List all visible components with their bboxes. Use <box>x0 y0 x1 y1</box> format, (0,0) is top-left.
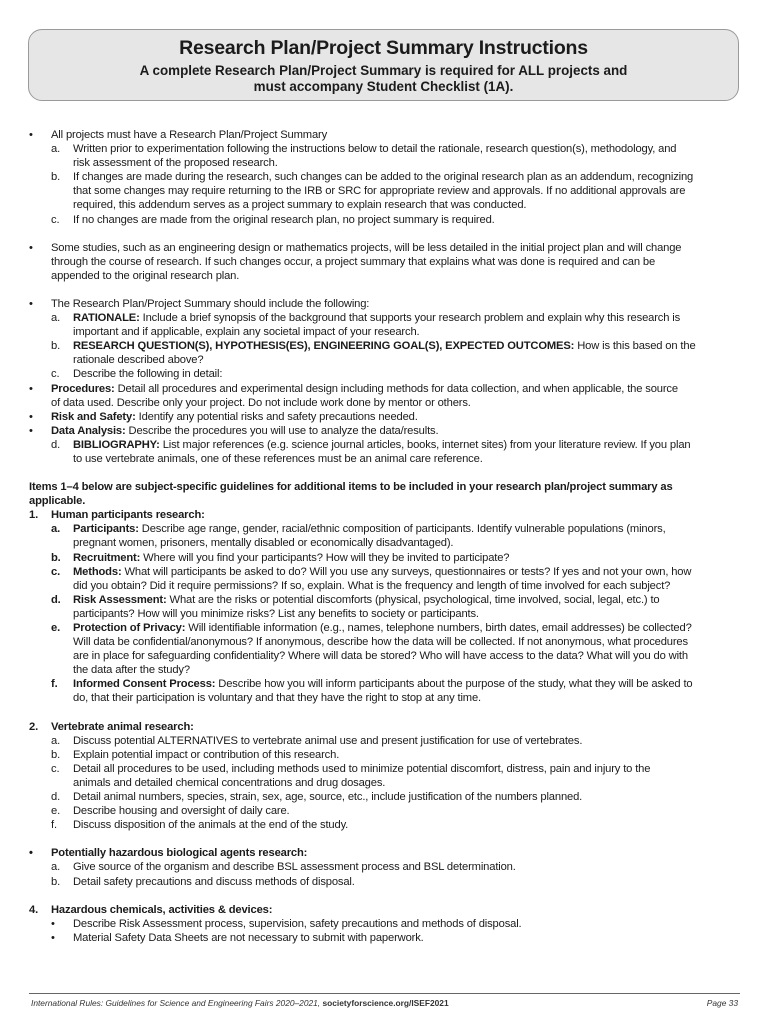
numbered-heading <box>29 846 741 860</box>
sub-item-text: rationale described above? <box>73 354 204 367</box>
sub-item <box>29 804 741 818</box>
sub-item <box>29 875 741 889</box>
sub-item-continuation <box>29 325 741 339</box>
sub-marker: d. <box>51 438 61 451</box>
sub-item-continuation <box>29 536 741 550</box>
sub-item <box>29 748 741 762</box>
sub-item-text: What are the risks or potential discomforts (physical, psychological, time involved, social, legal, etc.) to <box>166 593 660 606</box>
sub-marker: c. <box>51 565 61 578</box>
sub-marker: b. <box>51 340 61 353</box>
sub-marker: b. <box>51 171 61 184</box>
sub-item <box>29 311 741 325</box>
bullet-marker: • <box>29 410 33 423</box>
sub-item-text: Describe the following in detail: <box>73 368 223 381</box>
sub-item-continuation <box>29 635 741 649</box>
list-item-continuation <box>29 396 741 410</box>
sub-item-text: Detail safety precautions and discuss methods of disposal. <box>73 875 355 888</box>
sub-item <box>29 818 741 832</box>
instructions-body <box>29 128 741 945</box>
list-item-label: Procedures: <box>51 382 115 395</box>
sub-item <box>29 367 741 381</box>
sub-marker: e. <box>51 805 61 818</box>
sub-item-text: Where will you find your participants? How will they be invited to participate? <box>140 551 510 564</box>
numbered-heading <box>29 903 741 917</box>
list-item-text: Describe the procedures you will use to analyze the data/results. <box>125 424 439 437</box>
sub-item-continuation <box>29 691 741 705</box>
list-item-label: Data Analysis: <box>51 424 126 437</box>
bullet-marker: • <box>51 917 55 930</box>
sub-item-label: RATIONALE: <box>73 312 140 325</box>
sub-item-text: that some changes may require returning to the IRB or SRC for appropriate review and approvals. If no additional approvals are <box>73 185 686 198</box>
sub-marker: c. <box>51 762 60 775</box>
sub-item <box>29 438 741 452</box>
numbered-heading <box>29 720 741 734</box>
sub-item <box>29 339 741 353</box>
item-number: 1. <box>29 509 39 522</box>
sub-item <box>29 213 741 227</box>
sub-item-text: to use vertebrate animals, one of these references must be an animal care reference. <box>73 452 483 465</box>
section-heading: Human participants research: <box>51 509 205 522</box>
sub-item-text: Include a brief synopsis of the background that supports your research problem and explain why this research is <box>139 312 681 325</box>
sub-item-text: do, that their participation is voluntary and that they have the right to stop at any time. <box>73 692 481 705</box>
sub-item-continuation <box>29 649 741 663</box>
sub-item-text: risk assessment of the proposed research. <box>73 157 278 170</box>
item-number: 4. <box>29 903 39 916</box>
sub-item-text: animals and detailed chemical concentrations and drug dosages. <box>73 776 386 789</box>
footer-text: International Rules: Guidelines for Science and Engineering Fairs 2020–2021, <box>31 998 323 1008</box>
list-item <box>29 410 741 424</box>
sub-item-text: Written prior to experimentation following the instructions below to detail the rationale, research question(s), methodology, and <box>73 143 677 156</box>
sub-item-label: Participants: <box>73 523 139 536</box>
sub-item-continuation <box>29 776 741 790</box>
sub-item-continuation <box>29 353 741 367</box>
list-item-text: through the course of research. If such changes occur, a project summary that explains what was done is required and can be <box>51 255 656 268</box>
section-heading: Vertebrate animal research: <box>51 720 194 733</box>
bullet-marker: • <box>29 424 33 437</box>
sub-item-text: Detail all procedures to be used, including methods used to minimize potential discomfort, distress, pain and injury to the <box>73 762 651 775</box>
sub-marker: f. <box>51 678 58 691</box>
sub-item-text: How is this based on the <box>574 340 696 353</box>
page-subtitle <box>29 63 738 95</box>
list-item <box>29 241 741 255</box>
bullet-marker: • <box>29 297 33 310</box>
sub-item-text: Discuss disposition of the animals at the end of the study. <box>73 819 349 832</box>
sub-item-text: If changes are made during the research, such changes can be added to the original research plan as an addendum, recognizing <box>73 171 694 184</box>
sub-item-label: Informed Consent Process: <box>73 678 216 691</box>
sub-item-text: are in place for safeguarding confidentiality? Where will data be stored? Who will have access to the data? What will you do with <box>73 650 688 663</box>
sub-marker: d. <box>51 593 61 606</box>
sub-item <box>29 917 741 931</box>
sub-item <box>29 677 741 691</box>
sub-item-text: required, this addendum serves as a project summary to explain research that was conducted. <box>73 199 527 212</box>
numbered-heading <box>29 508 741 522</box>
list-item <box>29 424 741 438</box>
sub-marker: b. <box>51 748 61 761</box>
sub-item-text: Describe housing and oversight of daily care. <box>73 805 290 818</box>
sub-item-text: Will identifiable information (e.g., names, telephone numbers, birth dates, email addresses) be collected? <box>185 622 692 634</box>
sub-item <box>29 734 741 748</box>
item-number: 2. <box>29 720 39 733</box>
sub-item-text: participants? How will you minimize risks? List any benefits to society or participants. <box>73 607 479 620</box>
sub-item-continuation <box>29 452 741 466</box>
subtitle-line: must accompany Student Checklist (1A). <box>253 79 514 94</box>
sub-item-text: important and if applicable, explain any societal impact of your research. <box>73 326 420 339</box>
sub-marker: d. <box>51 791 61 804</box>
page-footer <box>29 993 740 1008</box>
sub-item <box>29 142 741 156</box>
sub-item <box>29 931 741 945</box>
bullet-marker: • <box>29 382 33 395</box>
sub-item <box>29 860 741 874</box>
list-item-label: Risk and Safety: <box>51 410 136 423</box>
item-number: • <box>29 847 33 860</box>
items-intro <box>29 480 741 494</box>
sub-marker: e. <box>51 622 61 634</box>
sub-item-text: Describe age range, gender, racial/ethnic composition of participants. Identify vulnerable populations (minors, <box>138 523 666 536</box>
sub-item-text: What will participants be asked to do? Will you use any surveys, questionnaires or tests? If yes and not your own, how <box>121 565 692 578</box>
sub-item <box>29 790 741 804</box>
sub-item-continuation <box>29 156 741 170</box>
items-intro <box>29 494 741 508</box>
sub-marker: a. <box>51 523 61 536</box>
sub-item-text: the data after the study? <box>73 664 190 677</box>
sub-item-label: BIBLIOGRAPHY: <box>73 438 160 451</box>
list-item-text: The Research Plan/Project Summary should include the following: <box>51 297 370 310</box>
sub-item-text: pregnant women, prisoners, mentally disabled or economically disadvantaged). <box>73 537 454 550</box>
list-item-continuation <box>29 255 741 269</box>
sub-item-text: Give source of the organism and describe BSL assessment process and BSL determination. <box>73 861 516 874</box>
sub-item-label: Risk Assessment: <box>73 593 167 606</box>
sub-item-text: Detail animal numbers, species, strain, sex, age, source, etc., include justification of the numbers planned. <box>73 791 583 804</box>
sub-item-text: If no changes are made from the original research plan, no project summary is required. <box>73 213 495 226</box>
sub-item-label: RESEARCH QUESTION(S), HYPOTHESIS(ES), ENGINEERING GOAL(S), EXPECTED OUTCOMES: <box>73 340 575 353</box>
sub-item <box>29 170 741 184</box>
sub-marker: f. <box>51 819 57 832</box>
list-item <box>29 382 741 396</box>
sub-marker: c. <box>51 368 60 381</box>
list-item <box>29 297 741 311</box>
list-item-continuation <box>29 269 741 283</box>
title-box <box>28 29 739 101</box>
sub-item <box>29 551 741 565</box>
sub-marker: b. <box>51 875 61 888</box>
sub-item <box>29 522 741 536</box>
sub-item-continuation <box>29 607 741 621</box>
sub-item-text: Explain potential impact or contribution of this research. <box>73 748 340 761</box>
sub-marker: a. <box>51 312 61 325</box>
sub-item <box>29 565 741 579</box>
sub-marker: a. <box>51 143 61 156</box>
subtitle-line: A complete Research Plan/Project Summary is required for ALL projects and <box>139 63 628 78</box>
list-item-text: All projects must have a Research Plan/Project Summary <box>51 129 328 141</box>
sub-item-label: Protection of Privacy: <box>73 622 186 634</box>
section-heading: Hazardous chemicals, activities & devices: <box>51 903 273 916</box>
sub-item <box>29 593 741 607</box>
sub-item-text: did you obtain? Did it require permissions? If so, explain. What is the frequency and length of time involved for each subject? <box>73 579 671 592</box>
sub-item-text: Describe how you will inform participants about the purpose of the study, what they will be asked to <box>215 678 693 691</box>
bullet-marker: • <box>29 129 33 141</box>
section-heading: Potentially hazardous biological agents research: <box>51 847 308 860</box>
sub-item-continuation <box>29 579 741 593</box>
sub-item-label: Recruitment: <box>73 551 141 564</box>
sub-item-text: Discuss potential ALTERNATIVES to vertebrate animal use and present justification for use of vertebrates. <box>73 734 583 747</box>
bullet-marker: • <box>29 241 33 254</box>
list-item-text: of data used. Describe only your project. Do not include work done by mentor or others. <box>51 396 471 409</box>
items-intro-text: applicable. <box>29 495 86 508</box>
list-item-text: appended to the original research plan. <box>51 269 240 282</box>
list-item-text: Detail all procedures and experimental design including methods for data collection, and when applicable, the source <box>114 382 678 395</box>
sub-item-continuation <box>29 663 741 677</box>
sub-item-continuation <box>29 184 741 198</box>
footer-link[interactable]: societyforscience.org/ISEF2021 <box>322 998 449 1008</box>
sub-item-text: List major references (e.g. science journal articles, books, internet sites) from your literature review. If you plan <box>159 438 691 451</box>
list-item <box>29 128 741 142</box>
sub-item <box>29 762 741 776</box>
sub-marker: a. <box>51 861 61 874</box>
items-intro-text: Items 1–4 below are subject-specific guidelines for additional items to be included in your research plan/project summary as <box>29 481 673 494</box>
footer-citation <box>31 998 449 1008</box>
sub-item-label: Methods: <box>73 565 122 578</box>
sub-marker: a. <box>51 734 61 747</box>
sub-item-text: Describe Risk Assessment process, supervision, safety precautions and methods of disposal. <box>73 917 522 930</box>
sub-marker: b. <box>51 551 61 564</box>
page-title: Research Plan/Project Summary Instructions <box>179 37 588 59</box>
sub-item <box>29 621 741 635</box>
sub-item-text: Will data be confidential/anonymous? If anonymous, describe how the data will be collected. If not anonymous, what procedures <box>73 636 688 649</box>
page-number: Page 33 <box>706 998 738 1008</box>
sub-marker: c. <box>51 213 60 226</box>
list-item-text: Some studies, such as an engineering design or mathematics projects, will be less detailed in the initial project plan and will change <box>51 241 682 254</box>
sub-item-text: Material Safety Data Sheets are not necessary to submit with paperwork. <box>73 931 424 944</box>
sub-item-continuation <box>29 198 741 212</box>
list-item-text: Identify any potential risks and safety precautions needed. <box>135 410 418 423</box>
bullet-marker: • <box>51 931 55 944</box>
